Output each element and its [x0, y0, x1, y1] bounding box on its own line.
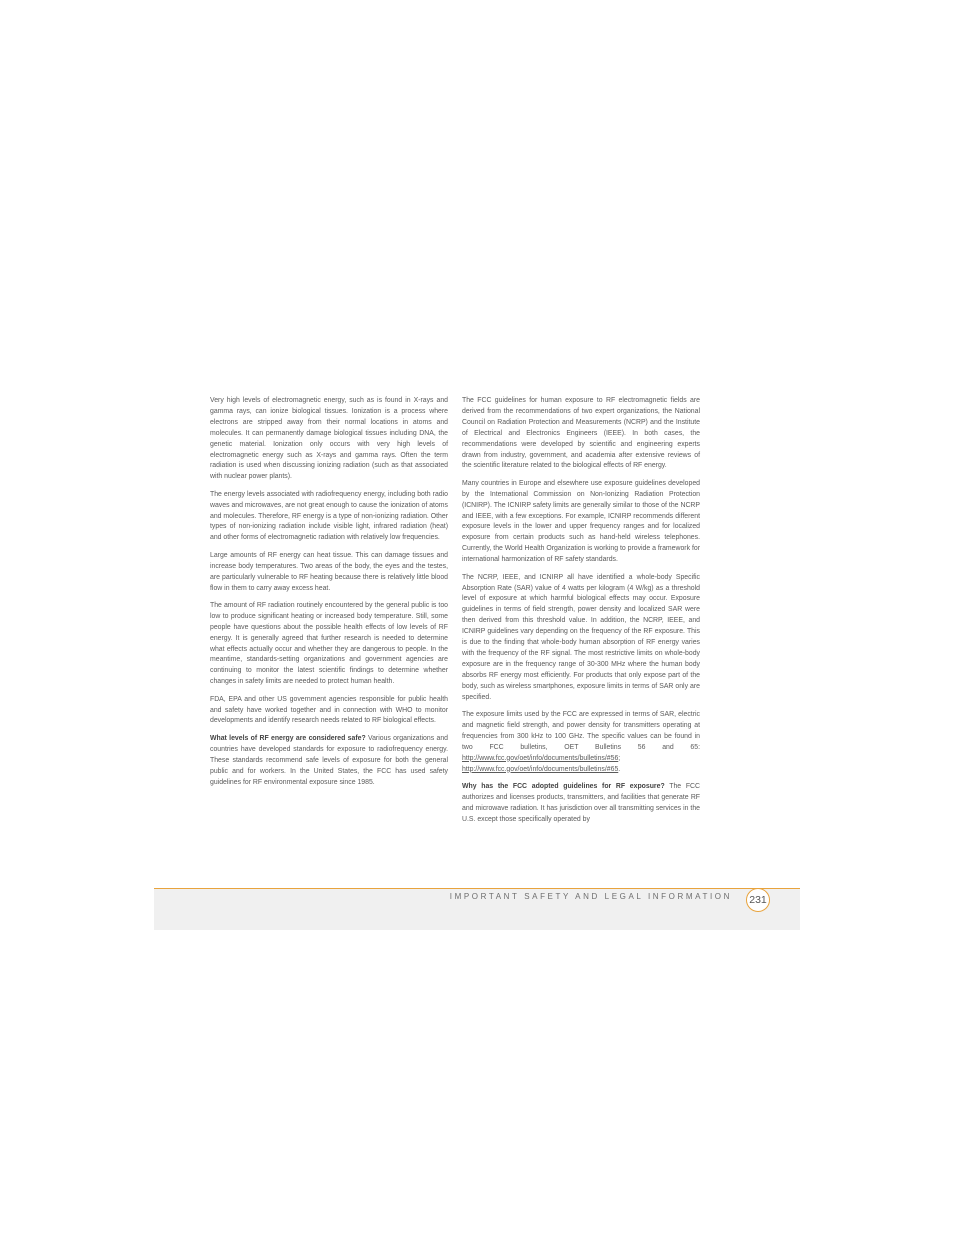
footer-section-title: IMPORTANT SAFETY AND LEGAL INFORMATION — [449, 892, 732, 901]
link-oet-bulletin-65[interactable]: http://www.fcc.gov/oet/info/documents/bulletins/#65 — [462, 765, 619, 773]
paragraph-why-fcc-guidelines — [462, 782, 700, 826]
paragraph-ionizing-radiation: Very high levels of electromagnetic energy, such as is found in X-rays and gamma rays, can ionize biological tissues. Ionization is a process where electrons are stripped away from their normal locations in atoms and molecules. It can permanently damage biological tissues including DNA, the genetic material. Ionization only occurs with very high levels of electromagnetic energy such as X-rays and gamma rays. Often the term radiation is used when discussing ionizing radiation (such as that associated with nuclear power plants). — [210, 397, 448, 481]
paragraph-tissue-heating: Large amounts of RF energy can heat tissue. This can damage tissues and increase body temperatures. Two areas of the body, the eyes and the testes, are particularly vulnerable to RF heating because there is relatively little blood flow in them to carry away excess heat. — [210, 551, 448, 592]
answer-why-fcc: The FCC authorizes and licenses products, transmitters, and facilities that generate RF and microwave radiation. It has jurisdiction over all transmitting services in the U.S. except those specifically operated by — [462, 782, 700, 823]
paragraph-sar-threshold: The NCRP, IEEE, and ICNIRP all have identified a whole-body Specific Absorption Rate (SAR) value of 4 watts per kilogram (4 W/kg) as a threshold level of exposure at which harmful biological effects may occur. Exposure guidelines in terms of field strength, power density and localized SAR were then derived from this threshold value. In addition, the NCRP, IEEE, and ICNIRP guidelines vary depending on the frequency of the RF exposure. This is due to the finding that whole-body human absorption of RF energy varies with the frequency of the RF signal. The most restrictive limits on whole-body exposure are in the frequency range of 30-300 MHz where the human body absorbs RF energy most efficiently. For products that only expose part of the body, such as wireless smartphones, exposure limits in terms of SAR only are specified. — [462, 573, 700, 701]
paragraph-non-ionizing-radiation: The energy levels associated with radiofrequency energy, including both radio waves and microwaves, are not great enough to cause the ionization of atoms and molecules. Therefore, RF energy is a type of non-ionizing radiation. Other types of non-ionizing radiation include visible light, infrared radiation (heat) and other forms of electromagnetic radiation with relatively low frequencies. — [210, 490, 448, 542]
question-heading-why-fcc: Why has the FCC adopted guidelines for RF exposure? — [462, 782, 665, 790]
paragraph-safe-levels — [210, 734, 448, 789]
answer-safe-levels: Various organizations and countries have developed standards for exposure to radiofrequency energy. These standards recommend safe levels of exposure for both the general public and for workers. In the United States, the FCC has used safety guidelines for RF environmental exposure since 1985. — [210, 734, 448, 786]
link-oet-bulletin-56[interactable]: http://www.fcc.gov/oet/info/documents/bulletins/#56 — [462, 754, 619, 762]
paragraph-health-effects: The amount of RF radiation routinely encountered by the general public is too low to produce significant heating or increased body temperature. Still, some people have questions about the possible health effects of low levels of RF energy. It is generally agreed that further research is needed to determine what effects actually occur and whether they are dangerous to people. In the meantime, standards-setting organizations and government agencies are continuing to monitor the latest scientific findings to determine whether changes in safety limits are needed to protect human health. — [210, 601, 448, 686]
question-heading-safe-levels: What levels of RF energy are considered safe? — [210, 734, 366, 742]
left-column — [210, 396, 448, 795]
exposure-limits-text: The exposure limits used by the FCC are expressed in terms of SAR, electric and magnetic field strength, and power density for transmitters operating at frequencies from 300 kHz to 100 GHz. The specific values can be found in two FCC bulletins, OET Bulletins 56 and 65: — [462, 710, 700, 751]
right-column — [462, 396, 700, 832]
page-footer — [154, 888, 800, 930]
paragraph-icnirp: Many countries in Europe and elsewhere use exposure guidelines developed by the International Commission on Non-Ionizing Radiation Protection (ICNIRP). The ICNIRP safety limits are generally similar to those of the NCRP and IEEE, with a few exceptions. For example, ICNIRP recommends different exposure levels in the lower and upper frequency ranges and for localized exposure from certain products such as hand-held wireless telephones. Currently, the World Health Organization is working to provide a framework for international harmonization of RF safety standards. — [462, 479, 700, 564]
link-separator: ; — [618, 754, 621, 762]
paragraph-exposure-limits — [462, 710, 700, 775]
paragraph-fcc-guidelines: The FCC guidelines for human exposure to RF electromagnetic fields are derived from the recommendations of two expert organizations, the National Council on Radiation Protection and Measurements (NCRP) and the Institute of Electrical and Electronics Engineers (IEEE). In both cases, the recommendations were developed by scientific and engineering experts drawn from industry, government, and academia after extensive reviews of the scientific literature related to the biological effects of RF energy. — [462, 397, 700, 470]
paragraph-government-agencies: FDA, EPA and other US government agencies responsible for public health and safety have worked together and in connection with WHO to monitor developments and identify research needs related to RF biological effects. — [210, 695, 448, 725]
page-number-badge: 231 — [746, 888, 770, 912]
exposure-limits-end: . — [618, 765, 621, 773]
